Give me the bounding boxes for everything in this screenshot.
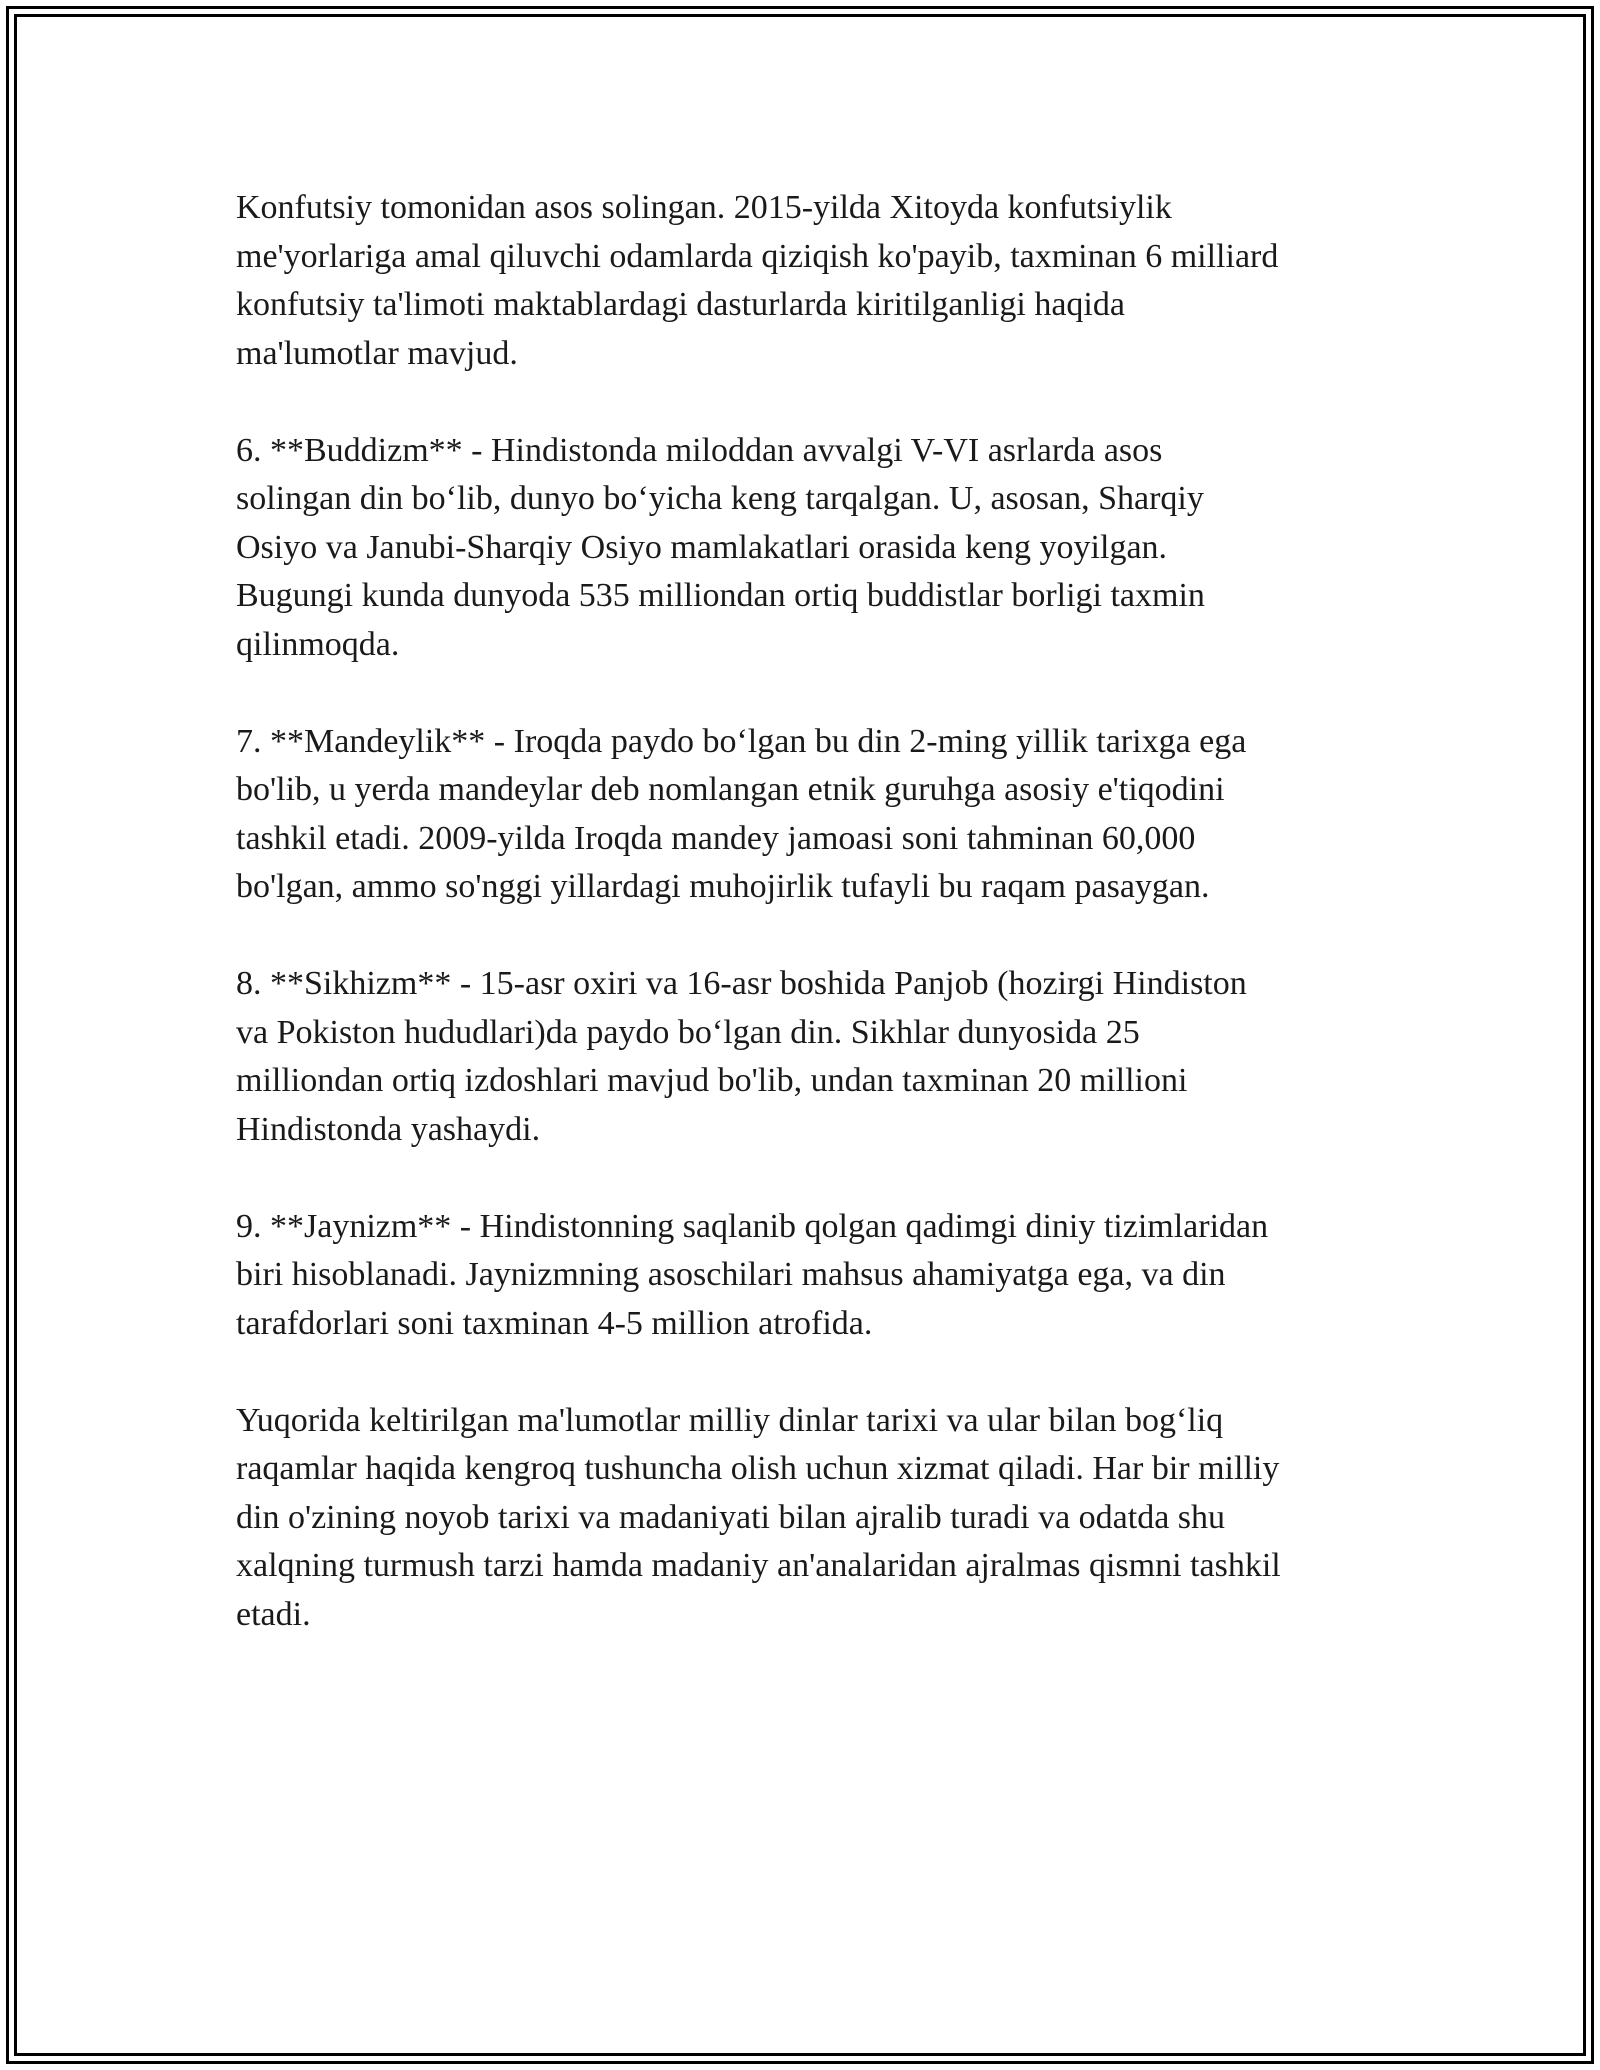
paragraph-conclusion: Yuqorida keltirilgan ma'lumotlar milliy dinlar tarixi va ular bilan bog‘liq raqamlar haqida kengroq tushuncha olish uchun xizmat qiladi. Har bir milliy din o'zining noyob tarixi va madaniyati bilan ajralib turadi va odatda shu xalqning turmush tarzi hamda madaniy an'analaridan ajralmas qismni tashkil etadi. (236, 1401, 1281, 1633)
paragraph-sikhism: 8. **Sikhizm** - 15-asr oxiri va 16-asr boshida Panjob (hozirgi Hindiston va Pokiston hududlari)da paydo bo‘lgan din. Sikhlar dunyosida 25 milliondan ortiq izdoshlari mavjud bo'lib, undan taxminan 20 millioni Hindistonda yashaydi. (236, 965, 1247, 1148)
paragraph-buddhism: 6. **Buddizm** - Hindistonda miloddan avvalgi V-VI asrlarda asos solingan din bo‘lib, dunyo bo‘yicha keng tarqalgan. U, asosan, Sharqiy Osiyo va Janubi-Sharqiy Osiyo mamlakatlari orasida keng yoyilgan. Bugungi kunda dunyoda 535 milliondan ortiq buddistlar borligi taxmin qilinmoqda. (236, 431, 1205, 663)
paragraph-jainism: 9. **Jaynizm** - Hindistonning saqlanib qolgan qadimgi diniy tizimlaridan biri hisoblanadi. Jaynizmning asoschilari mahsus ahamiyatga ega, va din tarafdorlari soni taxminan 4-5 million atrofida. (236, 1207, 1269, 1342)
paragraph-confucianism-continued: Konfutsiy tomonidan asos solingan. 2015-yilda Xitoyda konfutsiylik me'yorlariga amal qiluvchi odamlarda qiziqish ko'payib, taxminan 6 milliard konfutsiy ta'limoti maktablardagi dasturlarda kiritilganligi haqida ma'lumotlar mavjud. (236, 189, 1279, 372)
paragraph-mandaeism: 7. **Mandeylik** - Iroqda paydo bo‘lgan bu din 2-ming yillik tarixga ega bo'lib, u yerda mandeylar deb nomlangan etnik guruhga asosiy e'tiqodini tashkil etadi. 2009-yilda Iroqda mandey jamoasi soni tahminan 60,000 bo'lgan, ammo so'nggi yillardagi muhojirlik tufayli bu raqam pasaygan. (236, 722, 1247, 905)
document-body (236, 184, 1366, 1639)
